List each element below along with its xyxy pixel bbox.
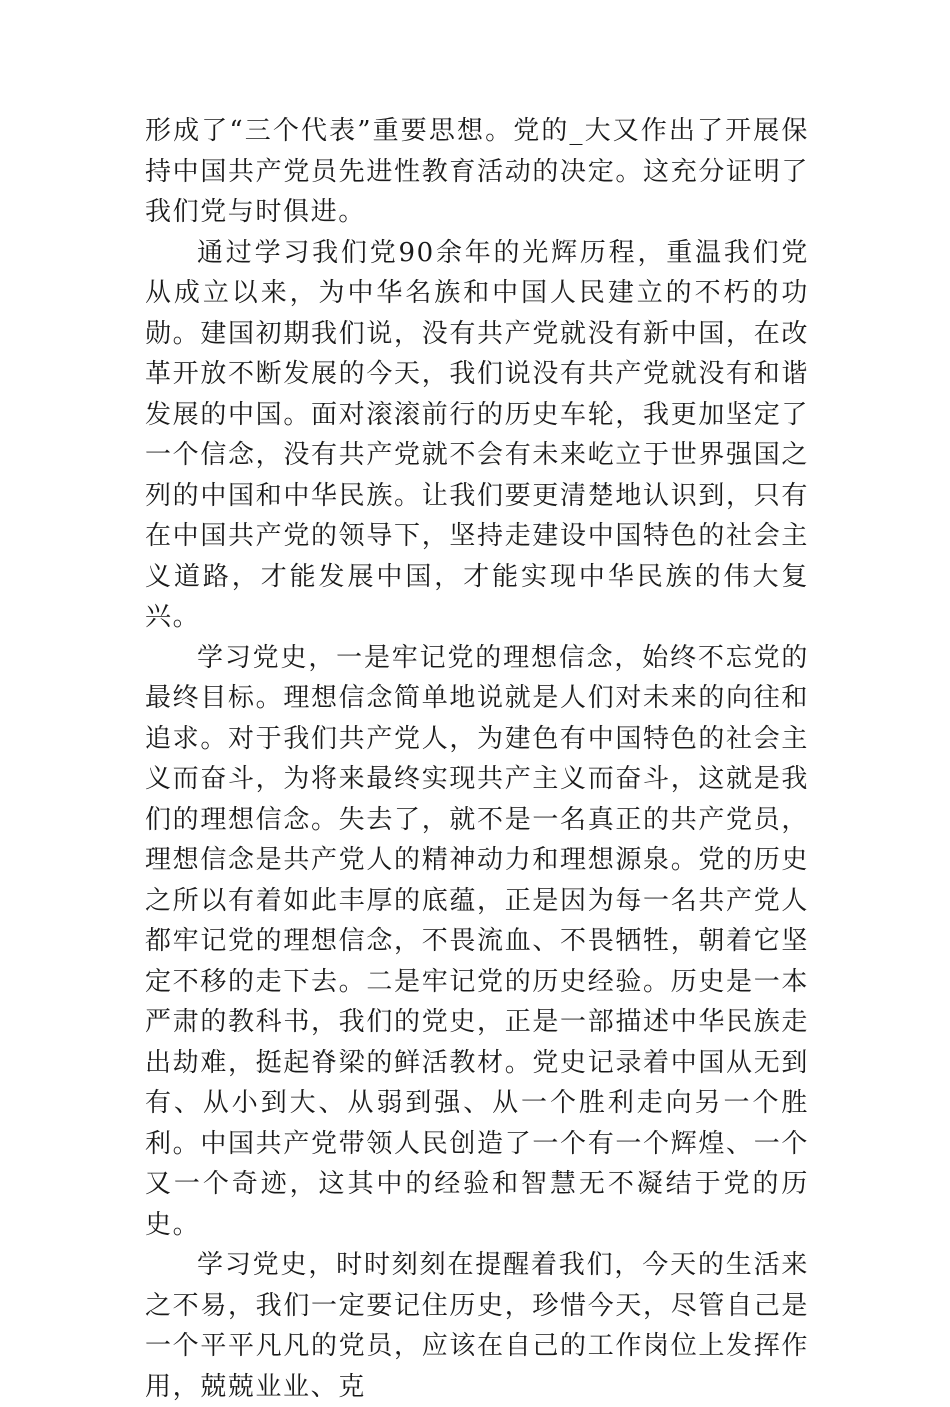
paragraph-continuation: 形成了“三个代表”重要思想。党的_大又作出了开展保持中国共产党员先进性教育活动的决定。这充分证明了我们党与时俱进。 <box>145 116 809 227</box>
document-body <box>145 111 809 1407</box>
paragraph-ideals-and-experience: 学习党史，一是牢记党的理想信念，始终不忘党的最终目标。理想信念简单地说就是人们对未来的向往和追求。对于我们共产党人，为建色有中国特色的社会主义而奋斗，为将来最终实现共产主义而奋斗，这就是我们的理想信念。失去了，就不是一名真正的共产党员，理想信念是共产党人的精神动力和理想源泉。党的历史之所以有着如此丰厚的底蕴，正是因为每一名共产党人都牢记党的理想信念，不畏流血、不畏牺牲，朝着它坚定不移的走下去。二是牢记党的历史经验。历史是一本严肃的教科书，我们的党史，正是一部描述中华民族走出劫难，挺起脊梁的鲜活教材。党史记录着中国从无到有、从小到大、从弱到强、从一个胜利走向另一个胜利。中国共产党带领人民创造了一个有一个辉煌、一个又一个奇迹，这其中的经验和智慧无不凝结于党的历史。 <box>145 642 809 1240</box>
paragraph-cherish-today: 学习党史，时时刻刻在提醒着我们，今天的生活来之不易，我们一定要记住历史，珍惜今天，尽管自己是一个平平凡凡的党员，应该在自己的工作岗位上发挥作用，兢兢业业、克 <box>145 1250 809 1402</box>
paragraph-party-history: 通过学习我们党90余年的光辉历程，重温我们党从成立以来，为中华名族和中国人民建立的不朽的功勋。建国初期我们说，没有共产党就没有新中国，在改革开放不断发展的今天，我们说没有共产党就没有和谐发展的中国。面对滚滚前行的历史车轮，我更加坚定了一个信念，没有共产党就不会有未来屹立于世界强国之列的中国和中华民族。让我们要更清楚地认识到，只有在中国共产党的领导下，坚持走建设中国特色的社会主义道路，才能发展中国，才能实现中华民族的伟大复兴。 <box>145 237 809 632</box>
